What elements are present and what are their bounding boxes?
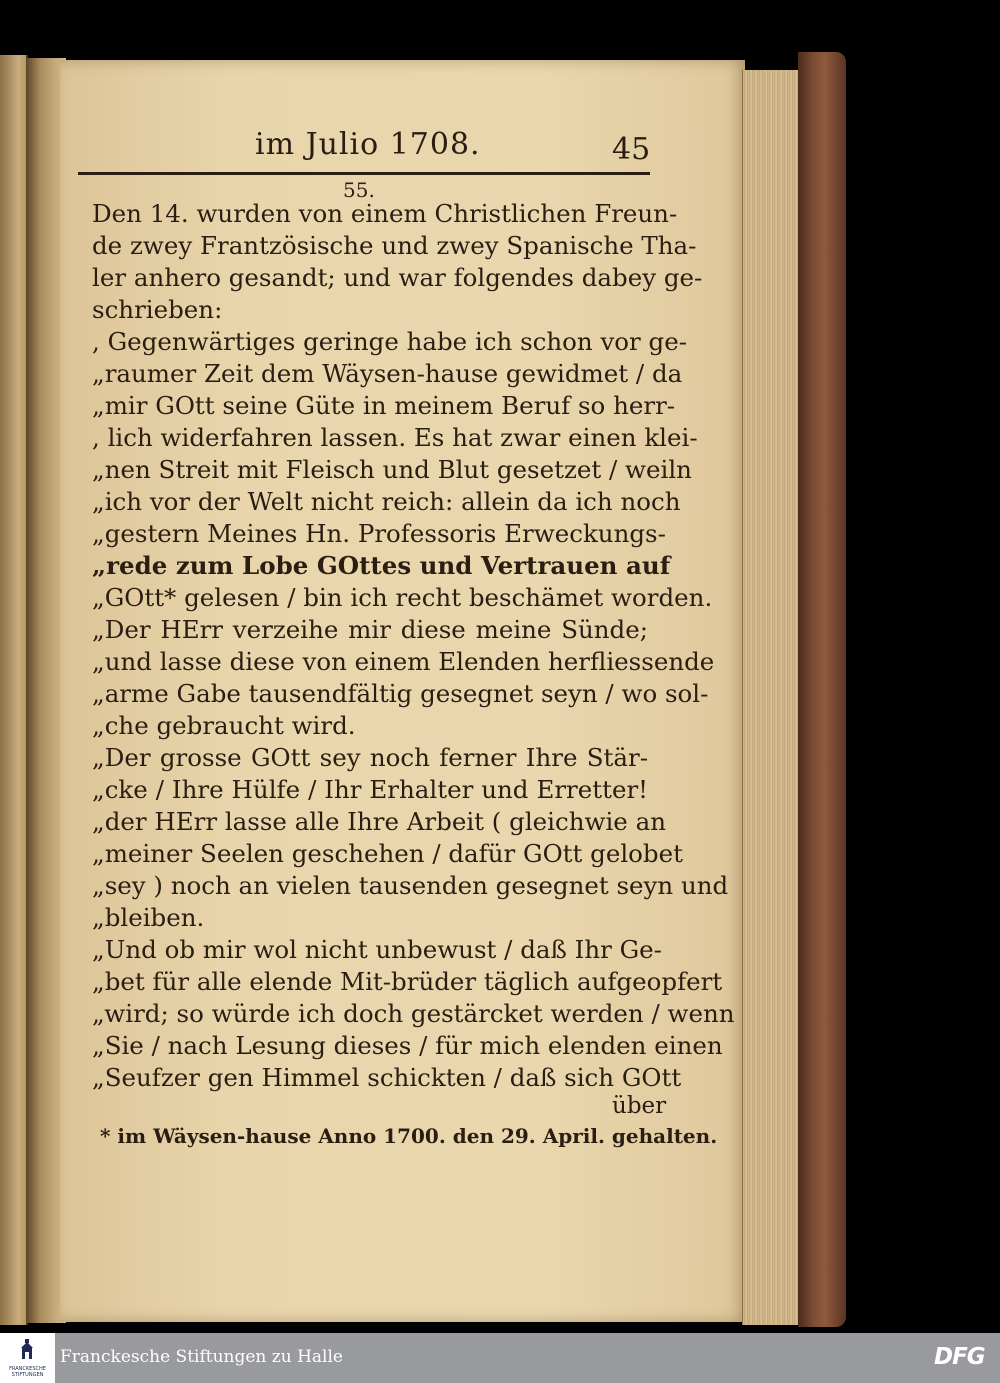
institution-logo[interactable] (0, 1333, 55, 1383)
text-line: „arme Gabe tausendfältig gesegnet seyn / wo sol- (92, 679, 709, 708)
footer-title[interactable]: Franckesche Stiftungen zu Halle (60, 1347, 343, 1367)
text-line: „sey ) noch an vielen tausenden gesegnet seyn und (92, 871, 729, 900)
text-line: „nen Streit mit Fleisch und Blut gesetzet / weiln (92, 455, 692, 484)
text-line: „bet für alle elende Mit-brüder täglich aufgeopfert (92, 967, 723, 996)
catchword: über (612, 1093, 667, 1119)
text-line: , lich widerfahren lassen. Es hat zwar einen klei- (92, 423, 698, 452)
text-line: „raumer Zeit dem Wäysen-hause gewidmet / da (92, 359, 683, 388)
text-line: de zwey Frantzösische und zwey Spanische Tha- (92, 231, 697, 260)
text-line: Den 14. wurden von einem Christlichen Freun- (92, 199, 678, 228)
running-head: im Julio 1708. (255, 127, 481, 162)
institution-logo-text: FRANCKESCHE STIFTUNGEN (9, 1366, 46, 1378)
text-line: „Sie / nach Lesung dieses / für mich elenden einen (92, 1031, 723, 1060)
text-line: „meiner Seelen geschehen / dafür GOtt gelobet (92, 839, 683, 868)
text-line: „der HErr lasse alle Ihre Arbeit ( gleichwie an (92, 807, 666, 836)
left-page-edge (0, 55, 28, 1325)
institution-logo-icon (19, 1339, 35, 1361)
text-line: „und lasse diese von einem Elenden herfliessende (92, 647, 715, 676)
book-cover-edge (798, 52, 846, 1327)
text-line: „cke / Ihre Hülfe / Ihr Erhalter und Erretter! (92, 775, 648, 804)
footer-bar (0, 1333, 1000, 1383)
text-line: schrieben: (92, 295, 223, 324)
text-line: „bleiben. (92, 903, 205, 932)
text-line: , Gegenwärtiges geringe habe ich schon vor ge- (92, 327, 688, 356)
page-number: 45 (612, 132, 651, 167)
text-line: „Seufzer gen Himmel schickten / daß sich GOtt (92, 1063, 682, 1092)
text-line: „wird; so würde ich doch gestärcket werden / wenn (92, 999, 735, 1028)
page-edges (742, 70, 803, 1325)
footnote: * im Wäysen-hause Anno 1700. den 29. April. gehalten. (100, 1124, 718, 1148)
section-number: 55. (343, 178, 375, 202)
text-line: „Und ob mir wol nicht unbewust / daß Ihr Ge- (92, 935, 662, 964)
text-line: ler anhero gesandt; und war folgendes dabey ge- (92, 263, 703, 292)
text-line: „Der HErr verzeihe mir diese meine Sünde; (92, 615, 648, 644)
text-line: „mir GOtt seine Güte in meinem Beruf so herr- (92, 391, 676, 420)
text-line: „che gebraucht wird. (92, 711, 356, 740)
text-line: „gestern Meines Hn. Professoris Erweckungs- (92, 519, 666, 548)
dfg-logo[interactable]: DFG (934, 1344, 985, 1370)
header-rule (78, 172, 650, 175)
text-line: „ich vor der Welt nicht reich: allein da ich noch (92, 487, 681, 516)
text-line: „GOtt* gelesen / bin ich recht beschämet worden. (92, 583, 713, 612)
text-line: „rede zum Lobe GOttes und Vertrauen auf (92, 551, 671, 580)
text-line: „Der grosse GOtt sey noch ferner Ihre Stär- (92, 743, 648, 772)
